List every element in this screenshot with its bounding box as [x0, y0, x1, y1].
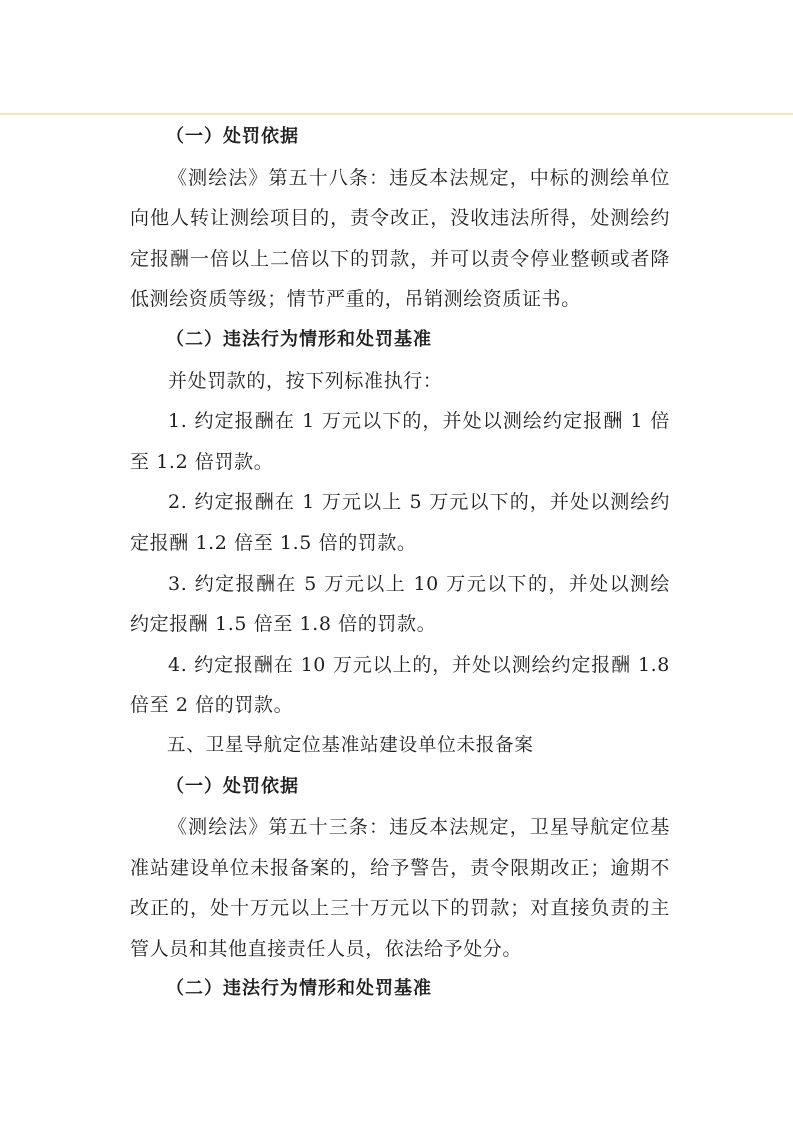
- subheading-penalty-basis: （一）处罚依据: [166, 126, 299, 147]
- subheading-penalty-standards: （二）违法行为情形和处罚基准: [166, 328, 432, 350]
- paragraph-article-58: 《测绘法》第五十八条：违反本法规定，中标的测绘单位向他人转让测绘项目的，责令改正，没收违法所得，处测绘约定报酬一倍以上二倍以下的罚款，并可以责令停业整顿或者降低测绘资质等级；情节严重的，吊销测绘资质证书。: [130, 166, 670, 311]
- subheading-penalty-basis-2: （一）处罚依据: [166, 775, 299, 797]
- header-rule: [0, 113, 793, 115]
- paragraph-article-53: 《测绘法》第五十三条：违反本法规定，卫星导航定位基准站建设单位未报备案的，给予警告，责令限期改正；逾期不改正的，处十万元以上三十万元以下的罚款；对直接负责的主管人员和其他直接责任人员，依法给予处分。: [130, 816, 670, 960]
- paragraph-item-2: 2. 约定报酬在 1 万元以上 5 万元以下的，并处以测绘约定报酬 1.2 倍至 1.5 倍的罚款。: [130, 491, 670, 554]
- paragraph-item-1: 1. 约定报酬在 1 万元以下的，并处以测绘约定报酬 1 倍至 1.2 倍罚款。: [130, 410, 670, 473]
- section-heading-five: 五、卫星导航定位基准站建设单位未报备案: [167, 734, 534, 756]
- document-body: [130, 117, 670, 1010]
- paragraph-fine-intro: 并处罚款的，按下列标准执行：: [168, 369, 443, 392]
- paragraph-item-3: 3. 约定报酬在 5 万元以上 10 万元以下的，并处以测绘约定报酬 1.5 倍至 1.8 倍的罚款。: [130, 572, 670, 636]
- paragraph-item-4: 4. 约定报酬在 10 万元以上的，并处以测绘约定报酬 1.8 倍至 2 倍的罚款。: [130, 653, 670, 717]
- subheading-penalty-standards-2: （二）违法行为情形和处罚基准: [166, 978, 432, 1000]
